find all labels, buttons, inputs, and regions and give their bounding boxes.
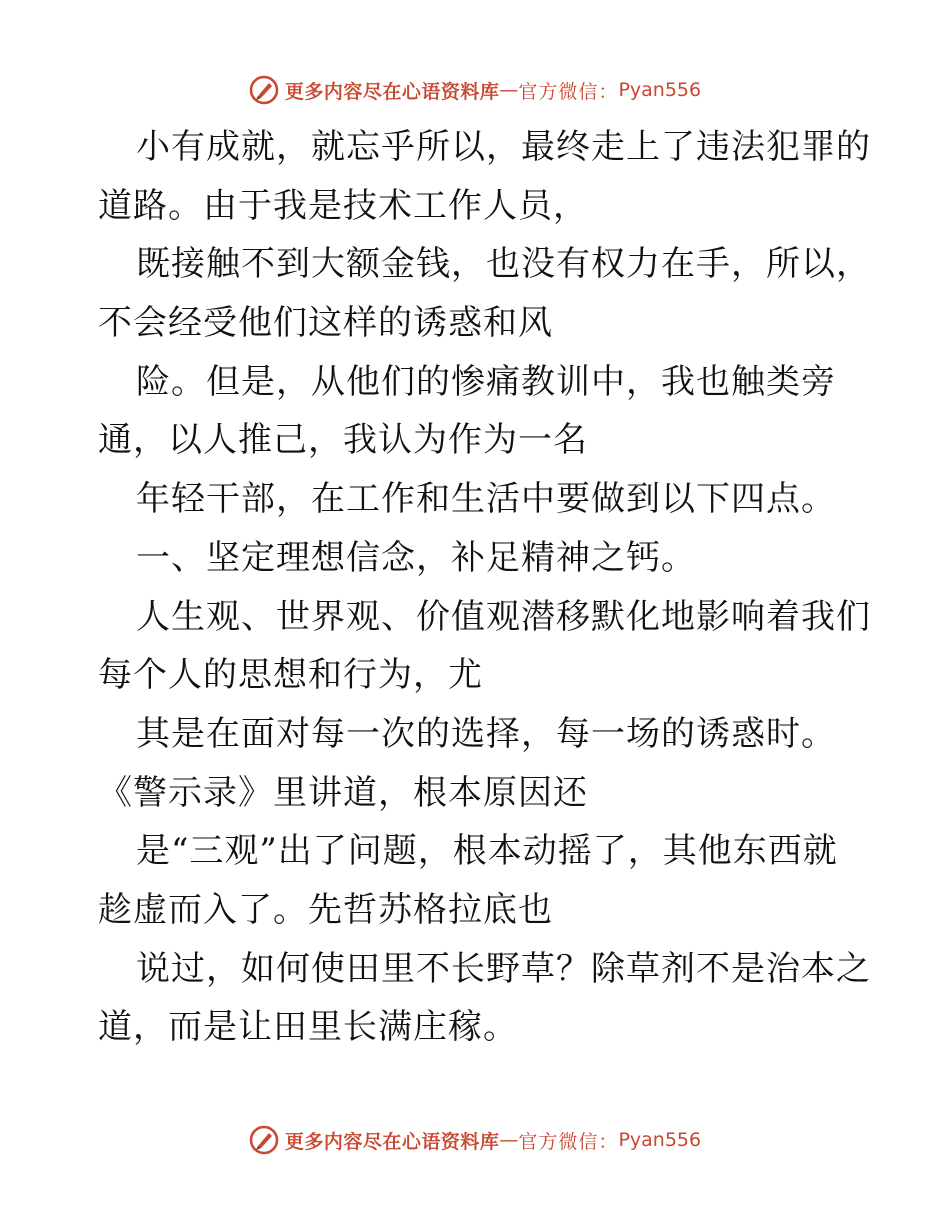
text-line: 说过，如何使田里不长野草？除草剂不是治本之 — [136, 948, 871, 989]
document-body — [98, 118, 871, 1057]
header-wechat-id: Pyan556 — [618, 79, 702, 101]
text-line: 道，而是让田里长满庄稼。 — [98, 1007, 518, 1048]
header-official-label: 官方微信： — [518, 80, 619, 103]
text-line: 不会经受他们这样的诱惑和风 — [98, 303, 553, 344]
text-line: 每个人的思想和行为，尤 — [98, 655, 483, 696]
text-line: 险。但是，从他们的惨痛教训中，我也触类旁 — [136, 361, 836, 402]
text-line: 其是在面对每一次的选择，每一场的诱惑时。 — [136, 713, 836, 754]
text-line: 既接触不到大额金钱，也没有权力在手，所以， — [136, 244, 871, 285]
header-brand: 更多内容尽在心语资料库 — [284, 80, 500, 103]
text-line: 《警示录》里讲道，根本原因还 — [98, 772, 588, 813]
footer-brand: 更多内容尽在心语资料库 — [284, 1130, 500, 1153]
header-watermark — [0, 70, 950, 110]
footer-watermark — [0, 1120, 950, 1160]
text-line: 趁虚而入了。先哲苏格拉底也 — [98, 889, 553, 930]
text-line: 小有成就，就忘乎所以，最终走上了违法犯罪的 — [136, 127, 871, 167]
text-line: 人生观、世界观、价值观潜移默化地影响着我们 — [136, 596, 871, 637]
footer-official-label: 官方微信： — [518, 1130, 619, 1153]
header-dash: — — [499, 79, 519, 101]
text-line: 道路。由于我是技术工作人员， — [98, 185, 588, 226]
footer-wechat-id: Pyan556 — [618, 1129, 702, 1151]
pen-logo-icon — [249, 75, 279, 105]
section-heading: 一、坚定理想信念，补足精神之钙。 — [136, 537, 696, 578]
text-line: 是“三观”出了问题，根本动摇了，其他东西就 — [136, 831, 838, 872]
footer-dash: — — [499, 1129, 519, 1151]
pen-logo-icon — [249, 1125, 279, 1155]
text-line: 年轻干部，在工作和生活中要做到以下四点。 — [136, 479, 836, 520]
text-line: 通，以人推己，我认为作为一名 — [98, 420, 588, 461]
